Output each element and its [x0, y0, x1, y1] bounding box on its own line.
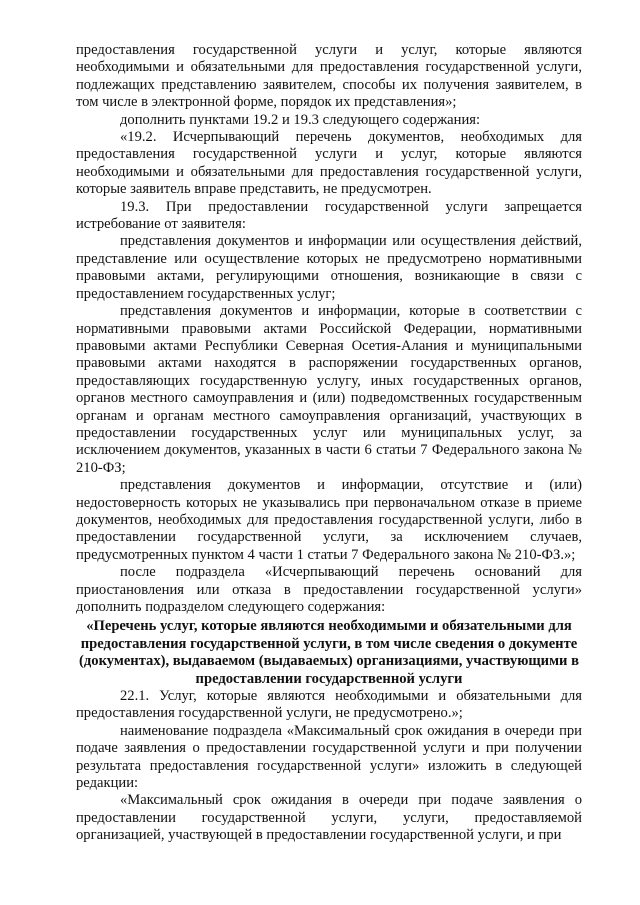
section-heading: «Перечень услуг, которые являются необходимыми и обязательными для предоставления государственной услуги, в том числе сведения о документе (документах), выдаваемом (выдаваемых) организациями, участвующими в предоставлении государственной услуги — [79, 618, 579, 687]
paragraph-19-3-item-1: представления документов и информации или осуществления действий, представление или осуществление которых не предусмотрено нормативными правовыми актами, регулирующими отношения, возникающие в связи с предоставлением государственных услуг; — [76, 233, 582, 302]
paragraph-19-2: «19.2. Исчерпывающий перечень документов, необходимых для предоставления государственной услуги и услуг, которые являются необходимыми и обязательными для предоставления государственной услуги, которые заявитель вправе представить, не предусмотрен. — [76, 129, 582, 198]
paragraph-amend-19: дополнить пунктами 19.2 и 19.3 следующего содержания: — [120, 111, 481, 128]
paragraph-subsection-name: наименование подраздела «Максимальный срок ожидания в очереди при подаче заявления о предоставлении государственной услуги и при получении результата предоставления государственной услуги» изложить в следующей редакции: — [76, 722, 582, 792]
paragraph-22-1: 22.1. Услуг, которые являются необходимыми и обязательными для предоставления государственной услуги, не предусмотрено.»; — [76, 688, 582, 722]
paragraph-new-title: «Максимальный срок ожидания в очереди при подаче заявления о предоставлении государственной услуги, услуги, предоставляемой организацией, участвующей в предоставлении государственной услуги, и при — [76, 792, 582, 844]
paragraph-19-3: 19.3. При предоставлении государственной услуги запрещается истребование от заявителя: — [76, 198, 582, 233]
document-page — [76, 42, 582, 845]
paragraph-19-3-item-3: представления документов и информации, отсутствие и (или) недостоверность которых не указывались при первоначальном отказе в приеме документов, необходимых для предоставления государственной услуги, либо в предоставлении государственной услуги, за исключением случаев, предусмотренных пунктом 4 части 1 статьи 7 Федерального закона № 210-ФЗ.»; — [76, 477, 582, 563]
paragraph-19-3-item-2: представления документов и информации, которые в соответствии с нормативными правовыми актами Российской Федерации, нормативными правовыми актами Республики Северная Осетия-Алания и муниципальными правовыми актами находятся в распоряжении государственных органов, предоставляющих государственную услугу, иных государственных органов, органов местного самоуправления и (или) подведомственных государственным органам и органам местного самоуправления организаций, участвующих в предоставлении государственных услуг или муниципальных услуг, за исключением документов, указанных в части 6 статьи 7 Федерального закона № 210-ФЗ; — [76, 303, 582, 476]
paragraph-after-subsection: после подраздела «Исчерпывающий перечень оснований для приостановления или отказа в предоставлении государственной услуги» дополнить подразделом следующего содержания: — [76, 564, 582, 615]
paragraph-continuation: предоставления государственной услуги и услуг, которые являются необходимыми и обязательными для предоставления государственной услуги, подлежащих представлению заявителем, способы их получения заявителем, в том числе в электронной форме, порядок их представления»; — [76, 42, 582, 111]
